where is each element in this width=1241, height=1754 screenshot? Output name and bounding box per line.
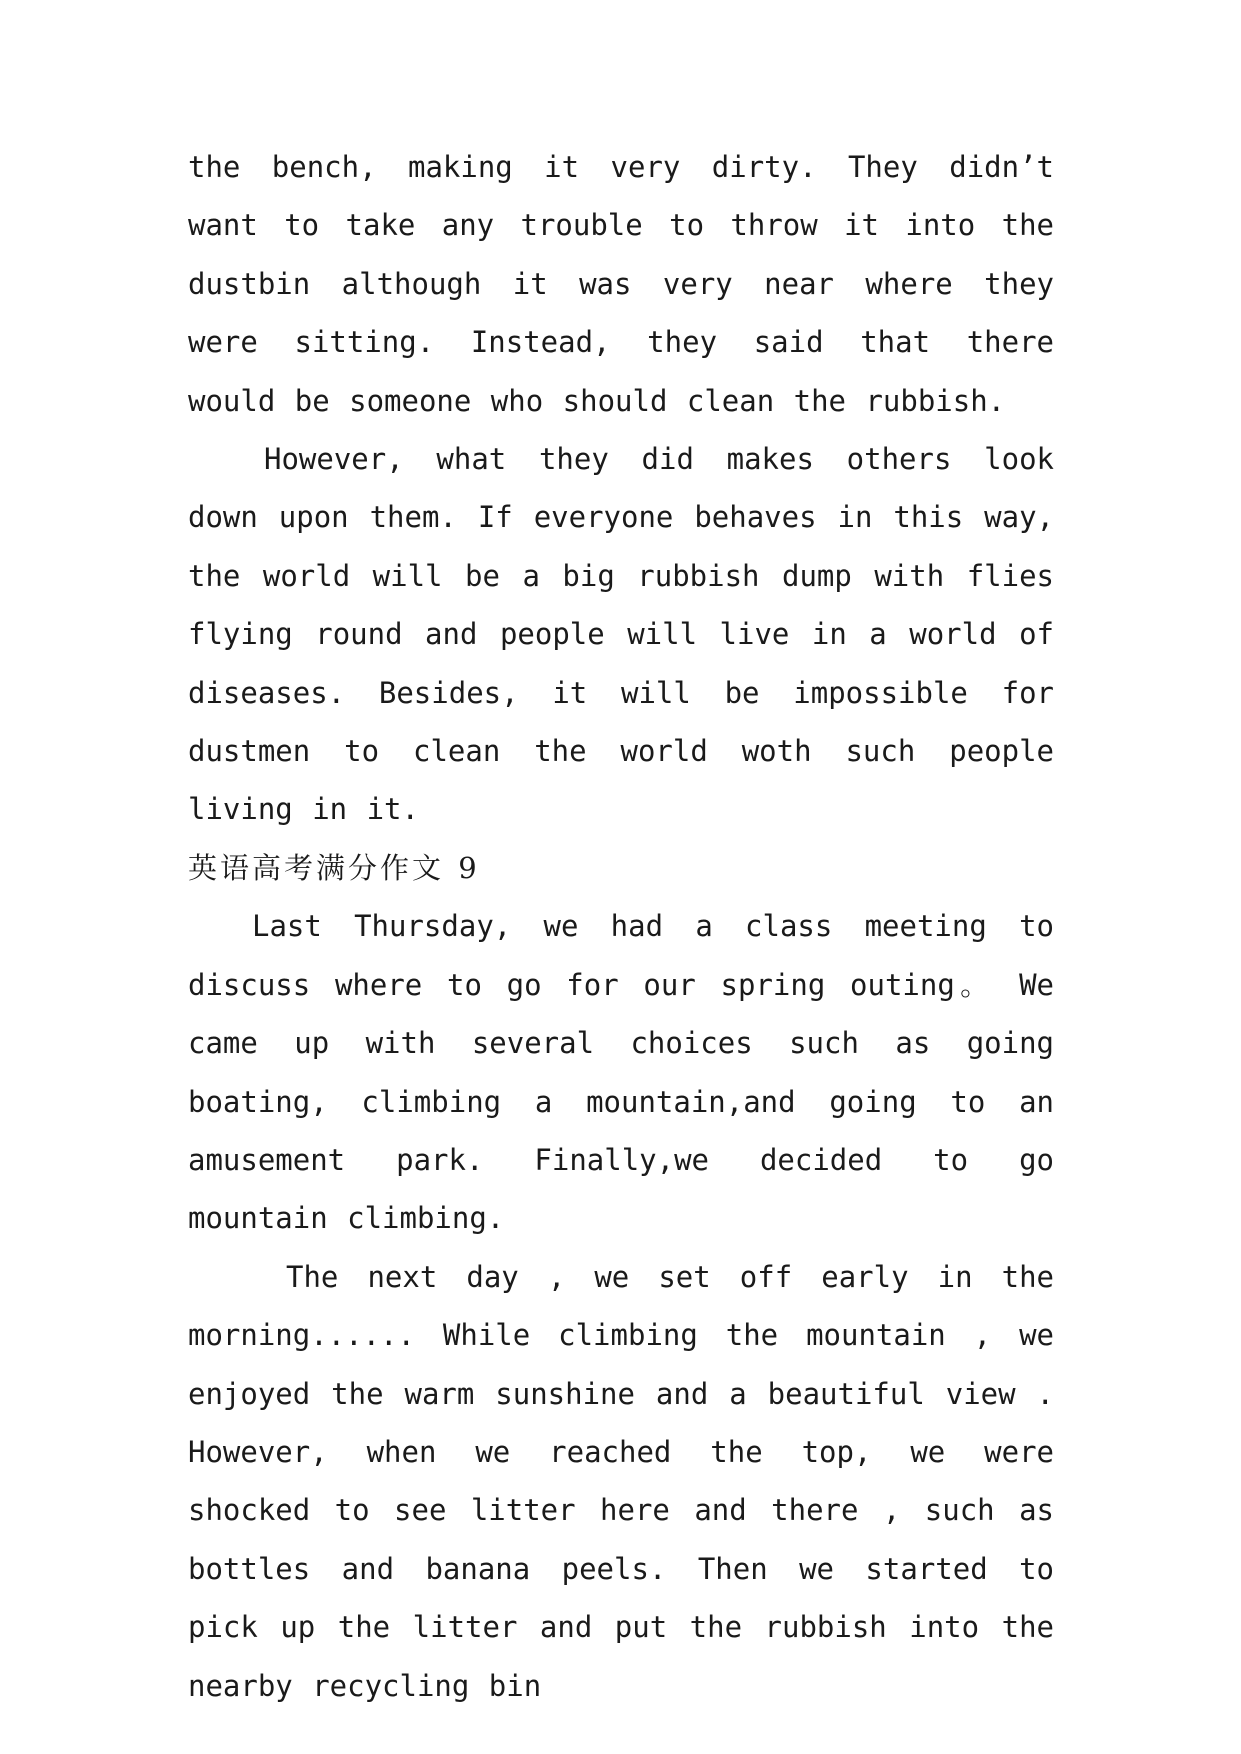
paragraph-4: The next day , we set off early in the morning...... While climbing the mountain , we enjoyed the warm sunshine and a beautiful view . However, when we reached the top, we were shocked to see litter here and there , such as bottles and banana peels. Then we started to pick up the litter and put the rubbish into the nearby recycling bin: [188, 1259, 1054, 1703]
paragraph-3: Last Thursday, we had a class meeting to discuss where to go for our spring outing。 We came up with several choices such as going boating, climbing a mountain,and going to an amusement park. Finally,we decided to go mountain climbing.: [188, 909, 1054, 1236]
paragraph-2: However, what they did makes others look down upon them. If everyone behaves in this way, the world will be a big rubbish dump with flies flying round and people will live in a world of diseases. Besides, it will be impossible for dustmen to clean the world woth such people living in it.: [188, 442, 1054, 827]
document-body: [188, 138, 1054, 1715]
paragraph-1: the bench, making it very dirty. They didn’t want to take any trouble to throw it into the dustbin although it was very near where they were sitting. Instead, they said that there would be someone who should clean the rubbish.: [188, 150, 1054, 418]
section-heading: 英语高考满分作文 9: [188, 850, 480, 885]
